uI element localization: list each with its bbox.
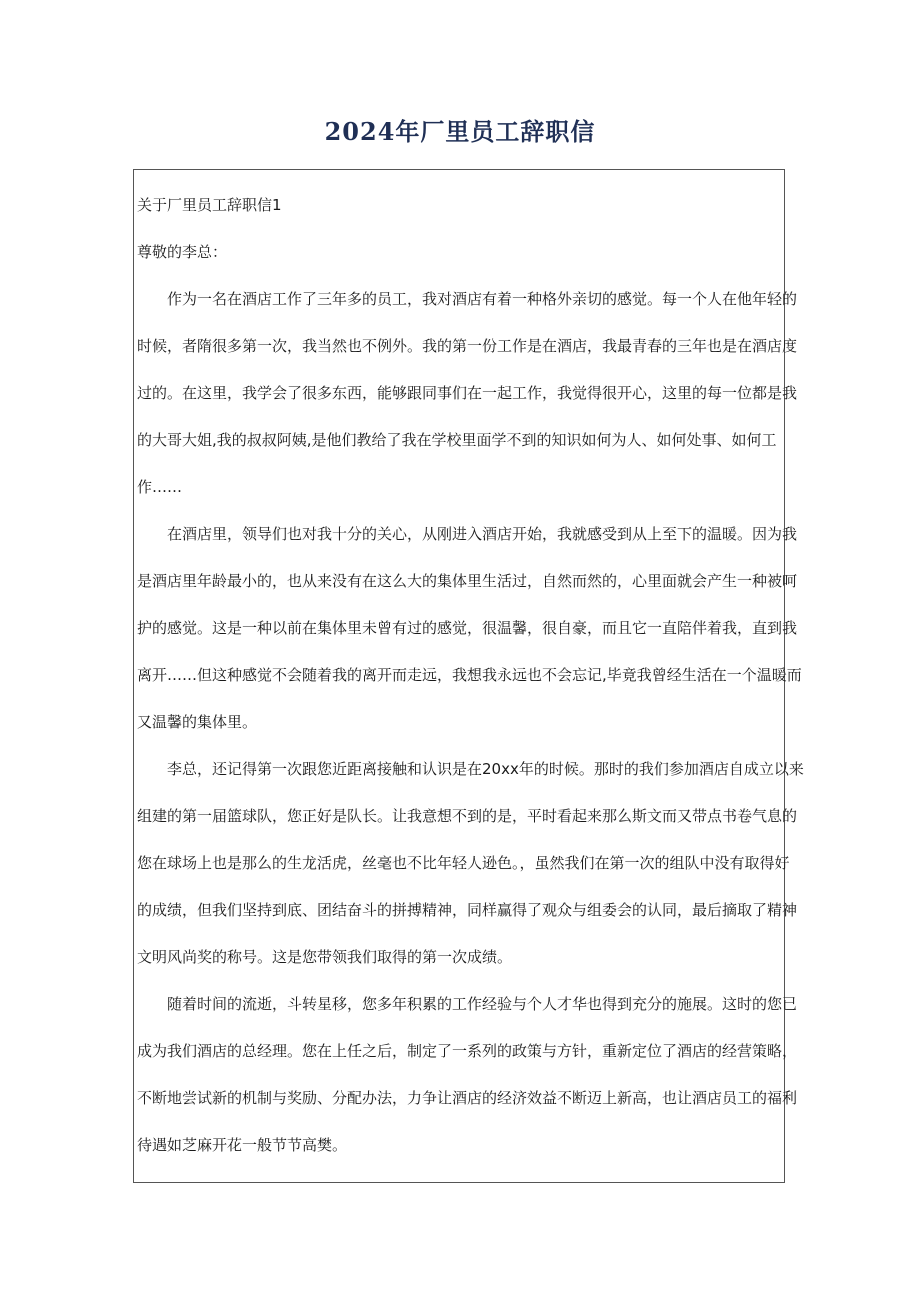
letter-heading: 关于厂里员工辞职信1 bbox=[137, 196, 282, 214]
paragraph-line: 待遇如芝麻开花一般节节高樊。 bbox=[137, 1136, 348, 1154]
paragraph-line: 过的。在这里，我学会了很多东西，能够跟同事们在一起工作，我觉得很开心，这里的每一位都是我 bbox=[137, 384, 798, 402]
paragraph-line: 时候，者隋很多第一次，我当然也不例外。我的第一份工作是在酒店，我最青春的三年也是在酒店度 bbox=[137, 337, 798, 355]
paragraph-line: 在酒店里，领导们也对我十分的关心，从刚进入酒店开始，我就感受到从上至下的温暖。因为我 bbox=[167, 525, 798, 543]
salutation: 尊敬的李总： bbox=[137, 243, 228, 261]
paragraph-line: 随着时间的流逝，斗转星移，您多年积累的工作经验与个人才华也得到充分的施展。这时的您已 bbox=[167, 995, 798, 1013]
paragraph-line: 离开……但这种感觉不会随着我的离开而走远，我想我永远也不会忘记,毕竟我曾经生活在一个温暖而 bbox=[137, 666, 802, 684]
paragraph-line: 文明风尚奖的称号。这是您带领我们取得的第一次成绩。 bbox=[137, 948, 513, 966]
paragraph-line: 作为一名在酒店工作了三年多的员工，我对酒店有着一种格外亲切的感觉。每一个人在他年轻的 bbox=[167, 290, 798, 308]
paragraph-line: 又温馨的集体里。 bbox=[137, 713, 258, 731]
paragraph-line: 成为我们酒店的总经理。您在上任之后，制定了一系列的政策与方针，重新定位了酒店的经营策略， bbox=[137, 1042, 798, 1060]
paragraph-line: 的大哥大姐,我的叔叔阿姨,是他们教给了我在学校里面学不到的知识如何为人、如何处事、如何工 bbox=[137, 431, 777, 449]
paragraph-line: 作…… bbox=[137, 478, 183, 496]
document-title: 2024年厂里员工辞职信 bbox=[324, 117, 596, 146]
paragraph-line: 的成绩，但我们坚持到底、团结奋斗的拼搏精神，同样赢得了观众与组委会的认同，最后摘取了精神 bbox=[137, 901, 798, 919]
letter-frame bbox=[133, 169, 804, 1183]
paragraph-line: 李总，还记得第一次跟您近距离接触和认识是在20xx年的时候。那时的我们参加酒店自成立以来 bbox=[167, 760, 804, 778]
paragraph-line: 不断地尝试新的机制与奖励、分配办法，力争让酒店的经济效益不断迈上新高，也让酒店员工的福利 bbox=[137, 1089, 798, 1107]
paragraph-line: 组建的第一届篮球队，您正好是队长。让我意想不到的是，平时看起来那么斯文而又带点书卷气息的 bbox=[137, 807, 798, 825]
paragraph-line: 您在球场上也是那么的生龙活虎，丝毫也不比年轻人逊色。，虽然我们在第一次的组队中没有取得好 bbox=[137, 854, 790, 872]
paragraph-line: 护的感觉。这是一种以前在集体里未曾有过的感觉，很温馨，很自豪，而且它一直陪伴着我，直到我 bbox=[137, 619, 798, 637]
paragraph-line: 是酒店里年龄最小的，也从来没有在这么大的集体里生活过，自然而然的，心里面就会产生一种被呵 bbox=[137, 572, 798, 590]
